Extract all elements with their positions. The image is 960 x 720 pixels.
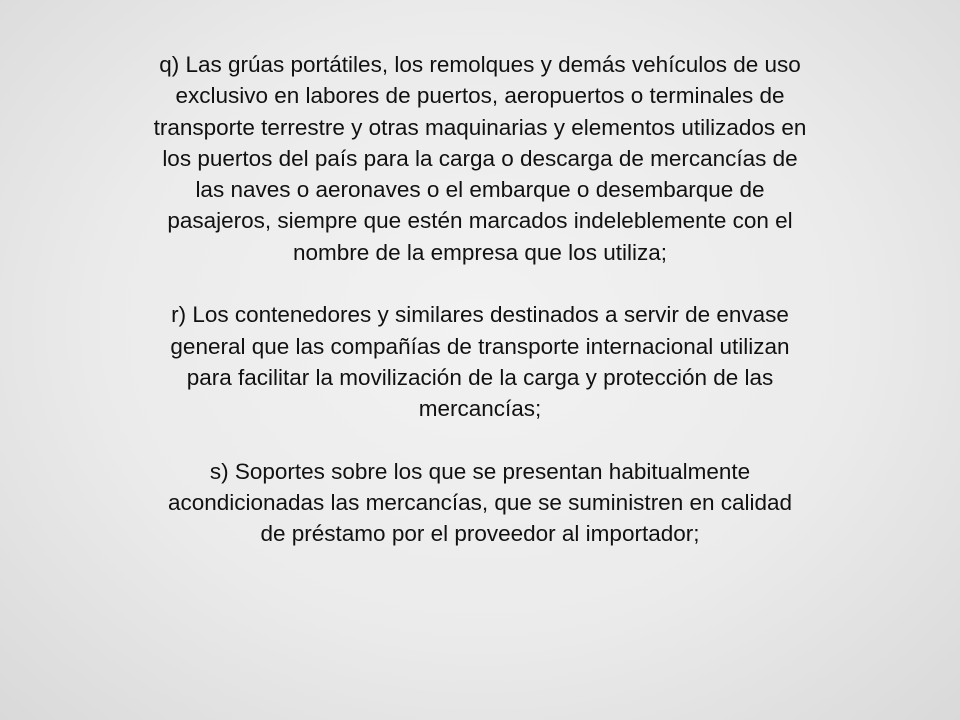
slide-body [90, 49, 870, 581]
text-line: s) Soportes sobre los que se presentan habitualmente [209, 458, 751, 484]
text-line: general que las compañías de transporte internacional utilizan [170, 333, 790, 359]
text-line: nombre de la empresa que los utiliza; [293, 239, 667, 265]
text-line: transporte terrestre y otras maquinarias y elementos utilizados en [153, 114, 807, 140]
paragraph-r [90, 299, 870, 424]
text-line: r) Los contenedores y similares destinados a servir de envase [171, 302, 789, 328]
paragraph-q [90, 49, 870, 268]
text-line: los puertos del país para la carga o descarga de mercancías de [162, 145, 798, 171]
text-line: acondicionadas las mercancías, que se suministren en calidad [167, 490, 793, 516]
text-line: para facilitar la movilización de la carga y protección de las [186, 364, 774, 390]
paragraph-s [90, 456, 870, 550]
text-line: q) Las grúas portátiles, los remolques y demás vehículos de uso [159, 52, 801, 77]
text-line: exclusivo en labores de puertos, aeropuertos o terminales de [175, 83, 785, 109]
text-line: de préstamo por el proveedor al importador; [260, 521, 700, 547]
text-line: mercancías; [418, 396, 542, 422]
text-line: pasajeros, siempre que estén marcados indeleblemente con el [167, 208, 793, 234]
text-line: las naves o aeronaves o el embarque o desembarque de [195, 177, 765, 203]
